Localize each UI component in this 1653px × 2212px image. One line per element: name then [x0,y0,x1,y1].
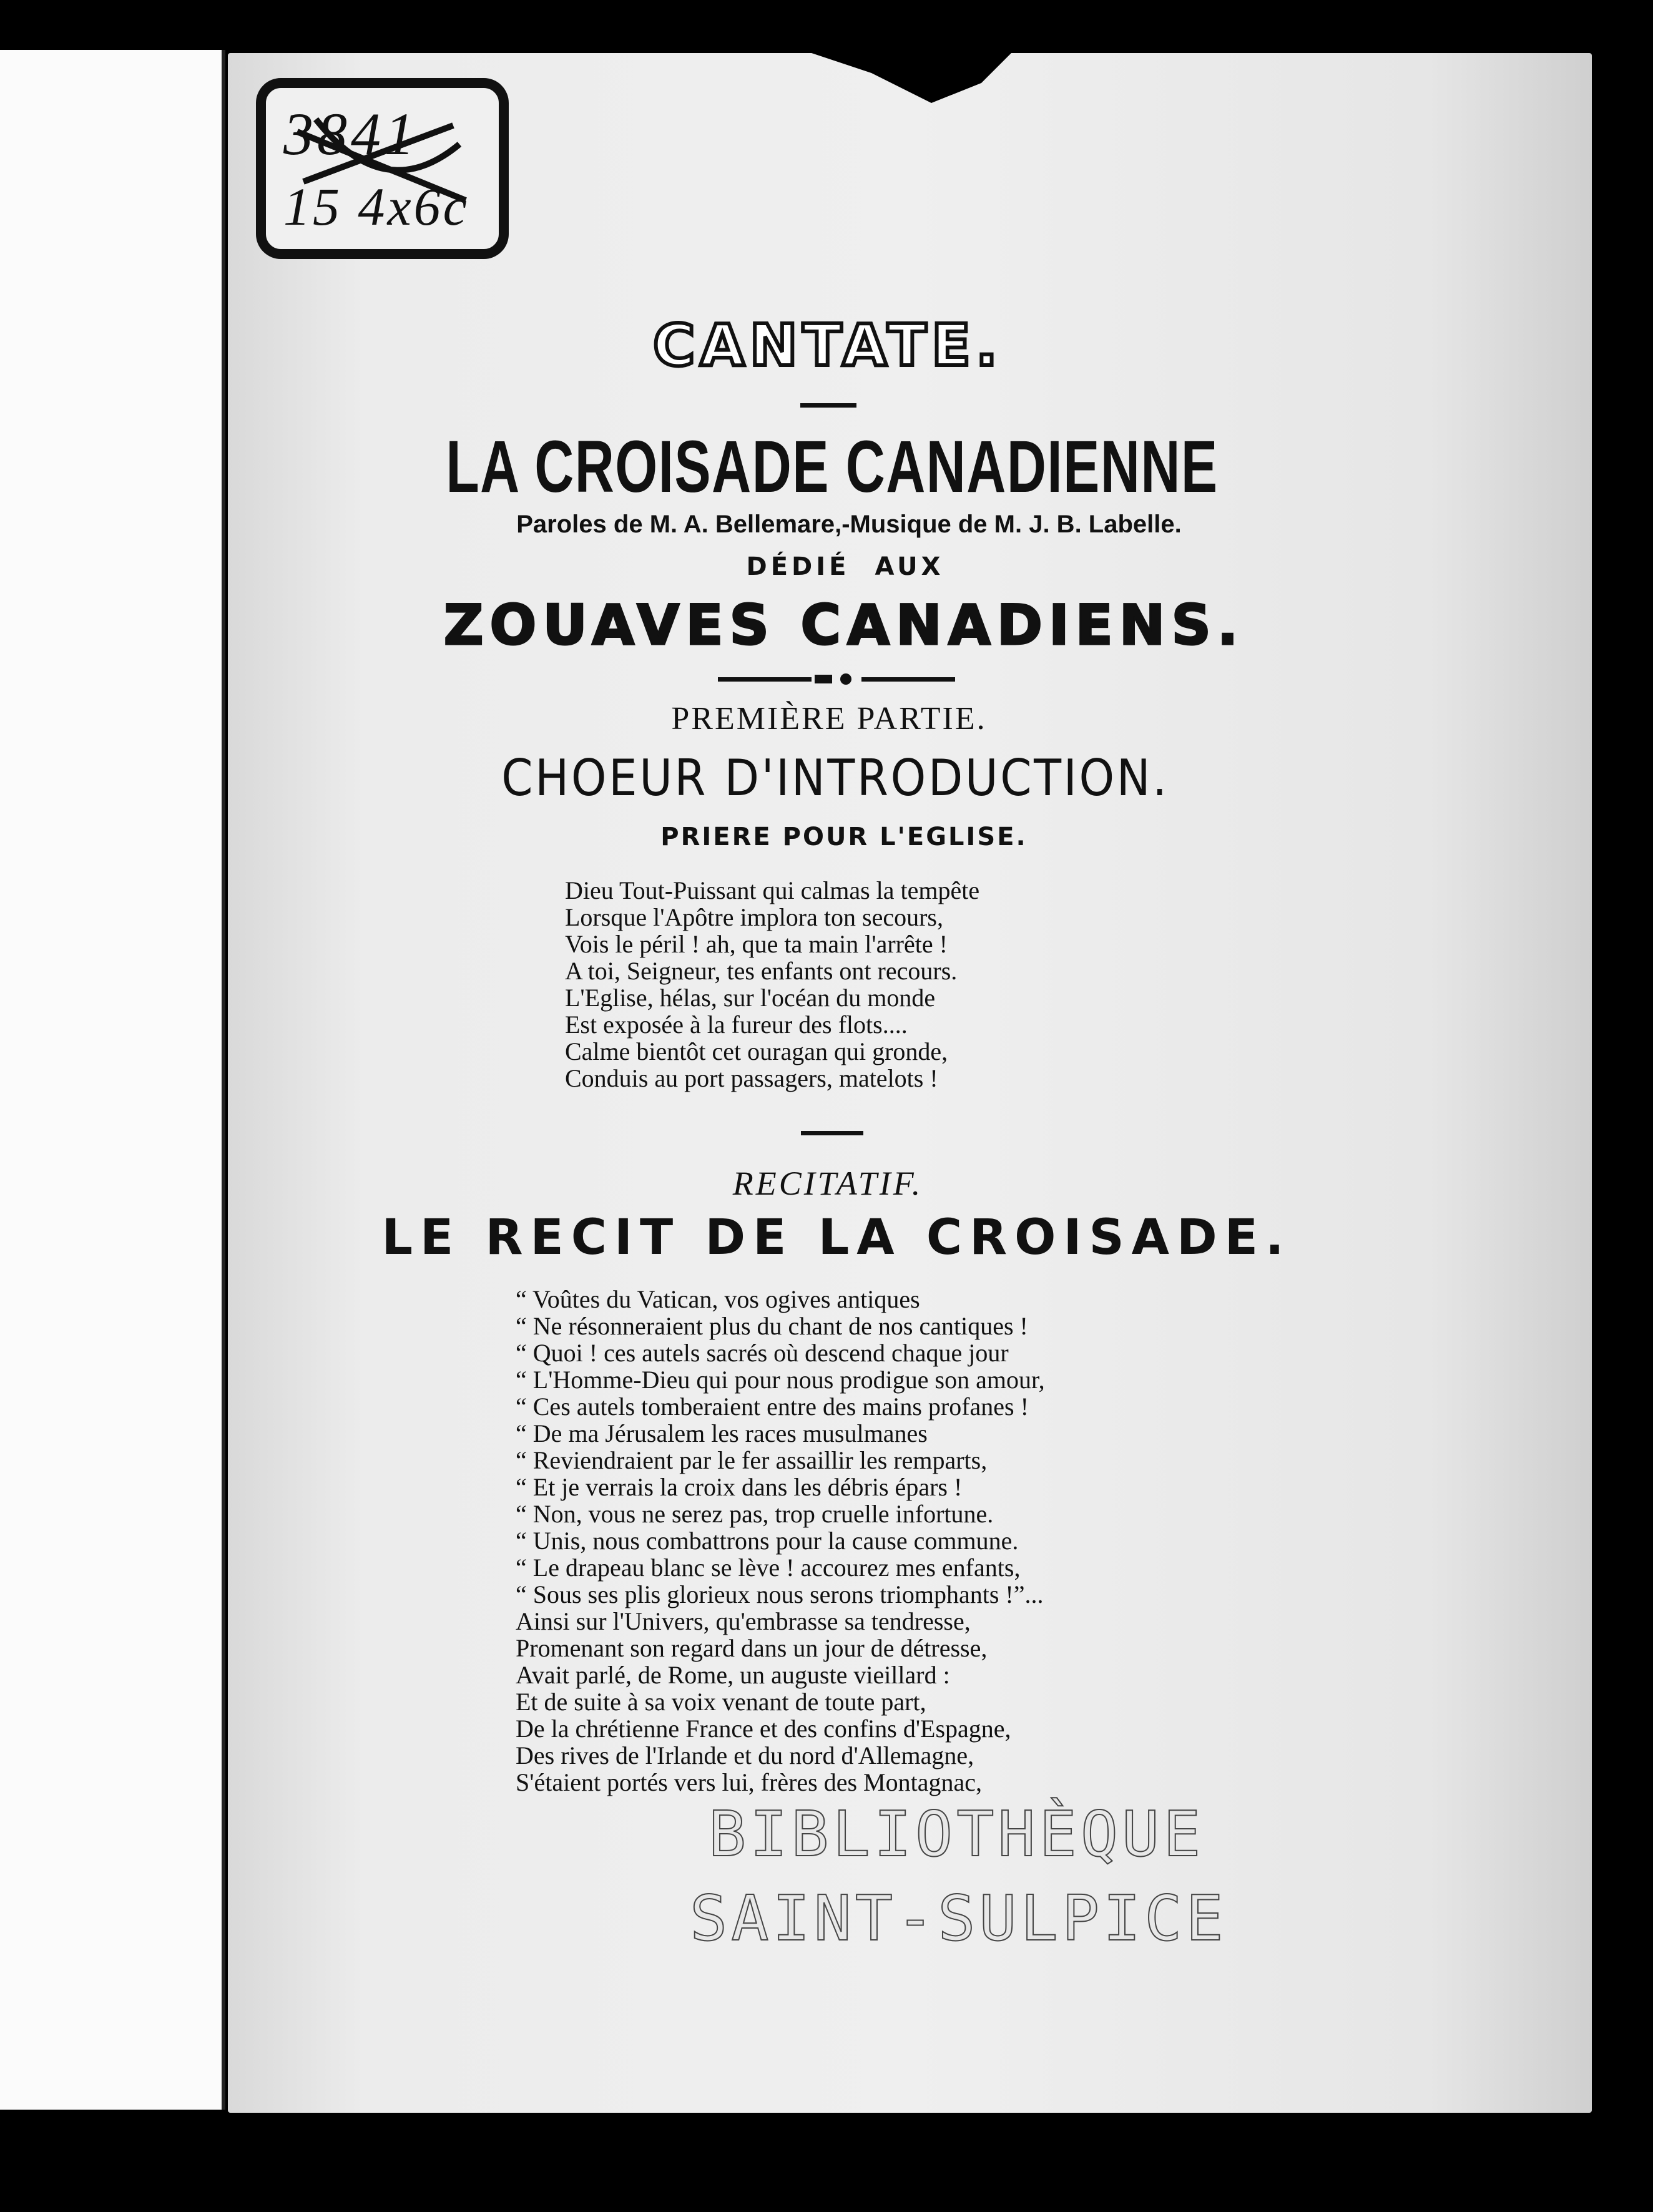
dedie-word: DÉDIÉ [746,552,850,581]
verse-line: Ainsi sur l'Univers, qu'embrasse sa tendresse, [516,1607,971,1635]
verse-line: “ Quoi ! ces autels sacrés où descend chaque jour [516,1339,1009,1367]
verse-line: Calme bientôt cet ouragan qui gronde, [565,1037,948,1065]
recit-verses [516,1286,1045,1796]
choeur-heading: CHOEUR D'INTRODUCTION. [501,749,1169,807]
verse-line: Avait parlé, de Rome, un auguste vieillard : [516,1661,950,1689]
credits-line: Paroles de M. A. Bellemare,-Musique de M. J. B. Labelle. [516,511,1182,538]
verse-line: Promenant son regard dans un jour de détresse, [516,1634,988,1662]
verse-line: De la chrétienne France et des confins d'Espagne, [516,1715,1011,1743]
verse-line: “ Ces autels tomberaient entre des mains profanes ! [516,1392,1029,1421]
recit-title: LE RECIT DE LA CROISADE. [381,1210,1292,1266]
library-stamp-line-1: BIBLIOTHÈQUE [709,1798,1205,1871]
verse-line: Et de suite à sa voix venant de toute part, [516,1688,926,1716]
recitatif-heading: RECITATIF. [732,1165,923,1202]
stamp-line-1: 3841 [283,100,418,167]
verse-line: S'étaient portés vers lui, frères des Montagnac, [516,1768,982,1796]
main-title: LA CROISADE CANADIENNE [446,426,1219,508]
stamp-line-2: 15 4x6c [283,177,469,237]
verse-line: “ Et je verrais la croix dans les débris épars ! [516,1473,963,1501]
verse-line: “ Unis, nous combattrons pour la cause commune. [516,1527,1019,1555]
verse-line: “ L'Homme-Dieu qui pour nous prodigue son amour, [516,1366,1045,1394]
verse-line: L'Eglise, hélas, sur l'océan du monde [565,984,936,1012]
verse-line: Vois le péril ! ah, que ta main l'arrête ! [565,930,948,958]
zouaves-title: ZOUAVES CANADIENS. [443,593,1245,657]
divider-1 [800,403,856,408]
verse-line: “ Reviendraient par le fer assaillir les remparts, [516,1446,988,1474]
cantate-title: CANTATE. [653,312,1003,379]
priere-verses [565,877,979,1092]
verse-line: Dieu Tout-Puissant qui calmas la tempête [565,876,980,904]
priere-heading: PRIERE POUR L'EGLISE. [660,823,1028,851]
part-heading: PREMIÈRE PARTIE. [671,701,987,737]
verse-line: Lorsque l'Apôtre implora ton secours, [565,903,943,931]
verse-line: “ Sous ses plis glorieux nous serons triomphants !”... [516,1580,1044,1608]
verse-line: “ Ne résonneraient plus du chant de nos cantiques ! [516,1312,1028,1340]
verse-line: “ Non, vous ne serez pas, trop cruelle infortune. [516,1500,994,1528]
divider-2 [801,1131,863,1135]
verse-line: Est exposée à la fureur des flots.... [565,1011,908,1039]
verse-line: “ Voûtes du Vatican, vos ogives antiques [516,1285,920,1313]
verse-line: A toi, Seigneur, tes enfants ont recours. [565,957,958,985]
library-stamp-line-2: SAINT-SULPICE [690,1882,1227,1955]
verse-line: “ De ma Jérusalem les races musulmanes [516,1419,928,1447]
verse-line: Conduis au port passagers, matelots ! [565,1064,938,1092]
ornamental-divider [718,671,955,690]
verse-line: “ Le drapeau blanc se lève ! accourez mes enfants, [516,1554,1021,1582]
verse-line: Des rives de l'Irlande et du nord d'Allemagne, [516,1741,974,1769]
dedication-line [19,552,1653,581]
aux-word: AUX [875,552,944,581]
